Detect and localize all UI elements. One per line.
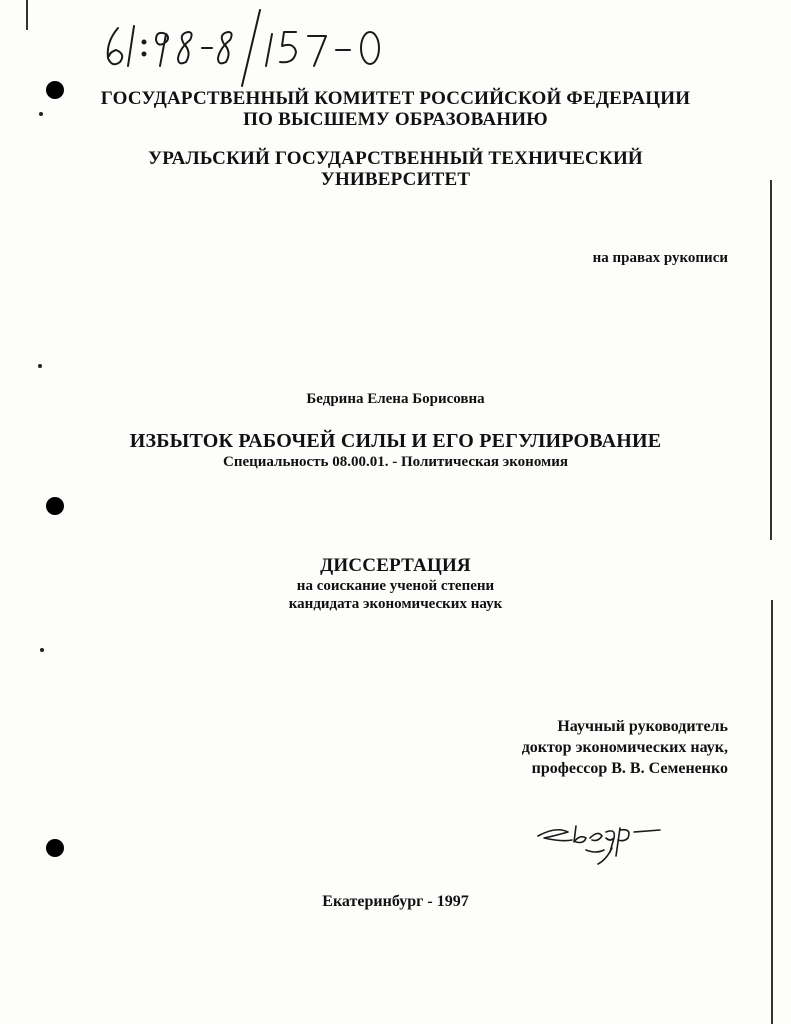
binder-hole-3	[46, 839, 64, 857]
dissertation-heading: ДИССЕРТАЦИЯ	[320, 555, 471, 576]
university-line-2: УНИВЕРСИТЕТ	[320, 169, 471, 190]
author-name: Бедрина Елена Борисовна	[306, 391, 485, 407]
city-year: Екатеринбург - 1997	[322, 893, 469, 910]
degree-line-2: кандидата экономических наук	[288, 596, 503, 612]
archive-number-handwritten	[100, 8, 420, 88]
degree-line-1: на соискание ученой степени	[296, 578, 495, 594]
manuscript-note: на правах рукописи	[592, 250, 728, 266]
committee-line-2: ПО ВЫСШЕМУ ОБРАЗОВАНИЮ	[243, 109, 548, 130]
dissertation-title: ИЗБЫТОК РАБОЧЕЙ СИЛЫ И ЕГО РЕГУЛИРОВАНИЕ	[129, 430, 662, 452]
scan-speck	[38, 364, 42, 368]
university-line-1: УРАЛЬСКИЙ ГОСУДАРСТВЕННЫЙ ТЕХНИЧЕСКИЙ	[148, 148, 643, 169]
supervisor-line-2: доктор экономических наук,	[521, 739, 728, 756]
committee-line-1: ГОСУДАРСТВЕННЫЙ КОМИТЕТ РОССИЙСКОЙ ФЕДЕРАЦИИ	[100, 88, 691, 109]
scan-speck	[40, 648, 44, 652]
supervisor-signature	[536, 820, 666, 870]
left-scan-edge	[26, 0, 28, 30]
binder-hole-2	[46, 497, 64, 515]
right-scan-edge	[770, 180, 772, 540]
right-scan-edge-lower	[771, 600, 773, 1024]
supervisor-line-3: профессор В. В. Семененко	[531, 760, 728, 777]
specialty: Специальность 08.00.01. - Политическая экономия	[222, 454, 569, 470]
supervisor-line-1: Научный руководитель	[557, 718, 728, 735]
